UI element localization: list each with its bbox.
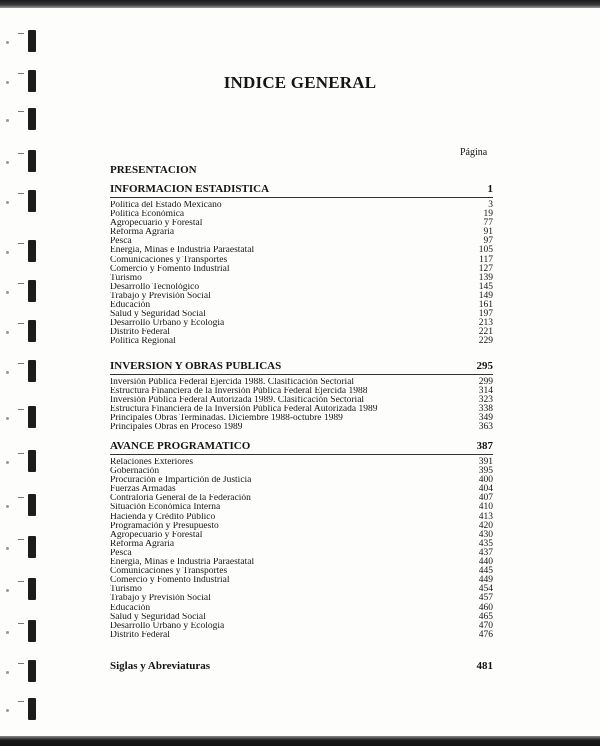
toc-entry-label: Desarrollo Tecnológico (110, 282, 200, 292)
toc-entry-label: Trabajo y Previsión Social (110, 594, 211, 604)
toc-entry-label: Reforma Agraria (110, 228, 175, 238)
siglas-page: 481 (476, 660, 493, 672)
toc-entry-page: 299 (478, 377, 493, 387)
binding-hole (28, 190, 36, 212)
toc-entry (110, 494, 493, 503)
toc-entry-label: Inversión Pública Federal Autorizada 1989. Clasificación Sectorial (110, 396, 365, 406)
toc-entry-page: 460 (478, 602, 493, 613)
toc-entry-label: Pesca (110, 548, 132, 558)
scan-top-edge (0, 0, 600, 8)
toc-entry-page: 349 (478, 413, 493, 424)
toc-entry (110, 423, 493, 432)
section-heading-row (110, 440, 493, 452)
binding-hole (28, 698, 36, 720)
toc-entry (110, 622, 493, 631)
binding-hole (28, 450, 36, 472)
section-page: 387 (476, 440, 493, 452)
toc-entry-label: Energía, Minas e Industria Paraestatal (110, 558, 255, 568)
toc-entry-label: Salud y Seguridad Social (110, 310, 206, 320)
toc-entry-page: 437 (478, 547, 493, 558)
toc-entry (110, 558, 493, 567)
section-items (110, 201, 493, 347)
section-rule (110, 197, 493, 198)
toc-entry-label: Comunicaciones y Transportes (110, 567, 228, 577)
toc-entry-page: 404 (478, 484, 493, 495)
toc-entry (110, 256, 493, 265)
toc-entry-label: Política Regional (110, 337, 176, 347)
toc-entry-page: 435 (478, 538, 493, 549)
section-informacion-estadistica (110, 183, 493, 347)
toc-entry-page: 229 (478, 336, 493, 347)
toc-entry-label: Distrito Federal (110, 630, 170, 640)
binding-hole (28, 150, 36, 172)
binding-hole (28, 620, 36, 642)
toc-entry (110, 265, 493, 274)
toc-entry-page: 445 (478, 566, 493, 577)
toc-entry-label: Energía, Minas e Industria Paraestatal (110, 246, 255, 256)
toc-entry (110, 576, 493, 585)
toc-entry-page: 465 (478, 611, 493, 622)
toc-entry (110, 337, 493, 346)
toc-entry (110, 237, 493, 246)
toc-entry (110, 503, 493, 512)
toc-entry-page: 407 (478, 493, 493, 504)
toc-entry-label: Inversión Pública Federal Ejercida 1988. Clasificación Sectorial (110, 378, 355, 387)
toc-entry-page: 97 (483, 236, 493, 247)
toc-entry-page: 197 (478, 309, 493, 320)
scan-bottom-edge (0, 736, 600, 746)
section-page: 295 (476, 360, 493, 372)
toc-entry-label: Principales Obras en Proceso 1989 (110, 423, 243, 433)
toc-entry-page: 395 (478, 466, 493, 477)
section-heading: AVANCE PROGRAMATICO (110, 440, 251, 452)
toc-entry-label: Pesca (110, 237, 132, 247)
toc-entry-page: 3 (488, 200, 493, 210)
toc-entry-page: 440 (478, 557, 493, 568)
toc-entry-label: Hacienda y Crédito Público (110, 512, 216, 522)
toc-entry-label: Agropecuario y Forestal (110, 219, 203, 229)
toc-entry-label: Distrito Federal (110, 328, 170, 338)
section-heading-row (110, 360, 493, 372)
toc-entry-page: 449 (478, 575, 493, 586)
binding-hole (28, 240, 36, 262)
toc-entry-page: 145 (478, 281, 493, 292)
toc-entry (110, 540, 493, 549)
toc-entry (110, 522, 493, 531)
binding-hole (28, 578, 36, 600)
binding-hole (28, 536, 36, 558)
toc-entry (110, 458, 493, 467)
toc-entry-page: 221 (478, 327, 493, 338)
toc-entry-label: Estructura Financiera de la Inversión Pública Federal Autorizada 1989 (110, 405, 378, 415)
binding-hole (28, 360, 36, 382)
toc-entry-page: 410 (478, 502, 493, 513)
page-title: INDICE GENERAL (223, 73, 377, 92)
toc-entry (110, 292, 493, 301)
section-heading: INFORMACION ESTADISTICA (110, 183, 270, 195)
toc-entry-page: 470 (478, 620, 493, 631)
binding-hole (28, 406, 36, 428)
toc-entry-label: Comercio y Fomento Industrial (110, 576, 230, 586)
toc-entry-label: Desarrollo Urbano y Ecología (110, 621, 225, 631)
toc-entry-label: Trabajo y Previsión Social (110, 291, 211, 301)
toc-entry-label: Salud y Seguridad Social (110, 612, 206, 622)
toc-entry-page: 457 (478, 593, 493, 604)
toc-entry-label: Política del Estado Mexicano (110, 201, 222, 210)
toc-entry (110, 485, 493, 494)
toc-entry (110, 585, 493, 594)
toc-entry (110, 594, 493, 603)
section-inversion-obras-publicas (110, 360, 493, 433)
presentacion-heading: PRESENTACION (110, 164, 197, 176)
toc-entry (110, 604, 493, 613)
binding-hole (28, 660, 36, 682)
toc-entry-label: Contraloría General de la Federación (110, 494, 251, 504)
toc-entry (110, 310, 493, 319)
toc-entry-page: 338 (478, 404, 493, 415)
toc-entry (110, 405, 493, 414)
toc-entry-page: 77 (483, 218, 493, 229)
toc-entry-page: 413 (478, 511, 493, 522)
toc-entry (110, 219, 493, 228)
toc-entry-page: 454 (478, 584, 493, 595)
section-rule (110, 374, 493, 375)
toc-entry-page: 19 (483, 209, 493, 220)
toc-entry-label: Educación (110, 603, 151, 613)
toc-entry (110, 228, 493, 237)
toc-entry-page: 363 (478, 422, 493, 433)
toc-entry-page: 91 (483, 227, 493, 238)
toc-entry-page: 420 (478, 520, 493, 531)
toc-entry-label: Relaciones Exteriores (110, 458, 194, 467)
toc-entry-label: Agropecuario y Forestal (110, 530, 203, 540)
section-siglas (110, 660, 493, 672)
toc-entry (110, 387, 493, 396)
toc-entry (110, 274, 493, 283)
toc-entry (110, 513, 493, 522)
toc-entry (110, 613, 493, 622)
toc-entry-label: Turismo (110, 273, 142, 283)
toc-entry (110, 378, 493, 387)
toc-entry-page: 127 (478, 263, 493, 274)
toc-entry (110, 549, 493, 558)
toc-entry (110, 476, 493, 485)
section-avance-programatico (110, 440, 493, 640)
section-items (110, 378, 493, 433)
toc-entry-label: Situación Económica Interna (110, 503, 221, 513)
binding-hole (28, 494, 36, 516)
toc-entry-label: Procuración e Impartición de Justicia (110, 476, 252, 486)
toc-entry-page: 430 (478, 529, 493, 540)
toc-entry (110, 467, 493, 476)
toc-entry-label: Principales Obras Terminadas. Diciembre 1988-octubre 1989 (110, 414, 343, 424)
toc-entry (110, 396, 493, 405)
toc-entry-page: 139 (478, 272, 493, 283)
toc-entry (110, 201, 493, 210)
toc-entry-page: 400 (478, 475, 493, 486)
toc-entry-label: Política Económica (110, 210, 185, 220)
section-rule (110, 454, 493, 455)
section-heading-row (110, 183, 493, 195)
toc-entry-label: Gobernación (110, 467, 160, 477)
toc-entry-page: 149 (478, 290, 493, 301)
toc-entry (110, 283, 493, 292)
section-page: 1 (487, 183, 493, 195)
toc-entry (110, 414, 493, 423)
toc-entry-label: Educación (110, 301, 151, 311)
binding-hole (28, 108, 36, 130)
binding-hole (28, 280, 36, 302)
toc-entry-page: 105 (478, 245, 493, 256)
toc-entry-label: Comercio y Fomento Industrial (110, 264, 230, 274)
toc-entry-page: 161 (478, 300, 493, 311)
pagina-column-label: Página (460, 147, 488, 158)
toc-entry-label: Fuerzas Armadas (110, 485, 176, 495)
toc-entry-page: 213 (478, 318, 493, 329)
toc-entry (110, 210, 493, 219)
toc-entry (110, 567, 493, 576)
toc-entry-page: 314 (478, 386, 493, 397)
toc-entry-label: Turismo (110, 585, 142, 595)
toc-entry-page: 117 (479, 254, 493, 265)
toc-entry (110, 631, 493, 640)
binding-hole (28, 30, 36, 52)
toc-entry-page: 476 (478, 629, 493, 640)
toc-entry (110, 531, 493, 540)
toc-entry-page: 391 (478, 457, 493, 467)
section-items (110, 458, 493, 640)
toc-entry-label: Comunicaciones y Transportes (110, 255, 228, 265)
toc-entry-label: Estructura Financiera de la Inversión Pública Federal Ejercida 1988 (110, 387, 368, 397)
toc-entry (110, 246, 493, 255)
binding-holes (0, 8, 40, 736)
section-heading: INVERSION Y OBRAS PUBLICAS (110, 360, 282, 372)
binding-hole (28, 320, 36, 342)
toc-entry (110, 319, 493, 328)
siglas-label: Siglas y Abreviaturas (110, 660, 211, 672)
siglas-row (110, 660, 493, 672)
toc-entry-label: Programación y Presupuesto (110, 521, 219, 531)
toc-entry-page: 323 (478, 395, 493, 406)
toc-entry (110, 301, 493, 310)
toc-entry (110, 328, 493, 337)
toc-entry-label: Desarrollo Urbano y Ecología (110, 319, 225, 329)
toc-entry-label: Reforma Agraria (110, 539, 175, 549)
